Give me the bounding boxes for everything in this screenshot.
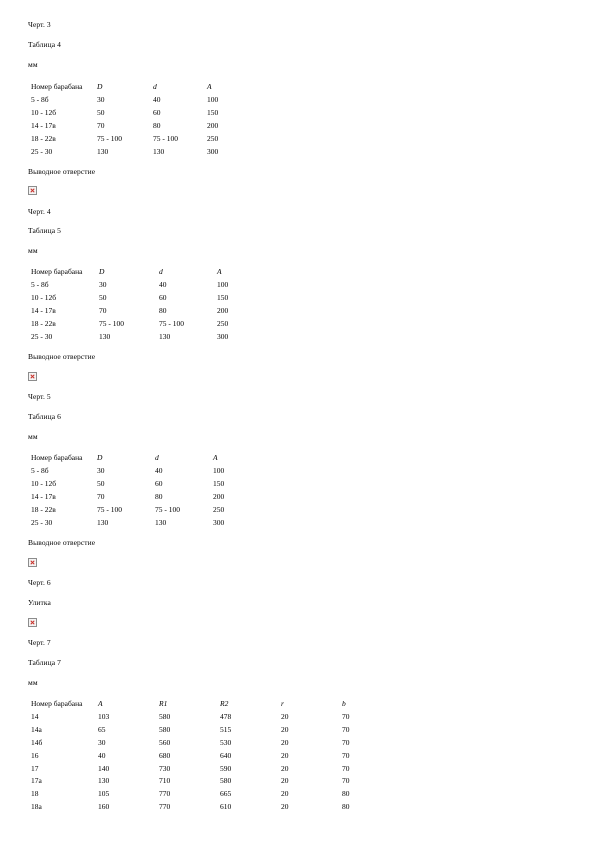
table-cell: 25 - 30 [31,331,53,341]
table-cell: 130 [98,776,110,786]
table-cell: 680 [159,750,171,760]
table-cell: 50 [97,479,105,489]
header-cell: A [213,453,218,463]
table-cell: 610 [220,801,232,811]
table-cell: 40 [155,466,163,476]
table-row [31,774,372,787]
table-cell: 20 [281,776,289,786]
table-cell: 200 [217,305,229,315]
table-cell: 150 [207,108,219,118]
table-cell: 665 [220,789,232,799]
table-cell: 70 [342,776,350,786]
table-cell: 105 [98,789,110,799]
header-cell: d [153,82,157,92]
units-label: мм [28,60,38,69]
table-cell: 5 - 8б [31,466,49,476]
table-cell: 70 [342,763,350,773]
table-cell: 14а [31,725,42,735]
table-cell: 730 [159,763,171,773]
table-cell: 40 [159,280,167,290]
header-cell: d [155,453,159,463]
table-cell: 20 [281,801,289,811]
table-cell: 70 [97,491,105,501]
table-cell: 75 - 100 [99,318,124,328]
table-row [31,490,253,503]
table-cell: 770 [159,801,171,811]
header-cell: R2 [220,699,229,709]
table-cell: 75 - 100 [155,504,180,514]
units-label: мм [28,678,38,687]
table-cell: 580 [159,725,171,735]
broken-image-icon [28,558,37,567]
table-cell: 590 [220,763,232,773]
broken-image-icon [28,618,37,627]
table-cell: 140 [98,763,110,773]
table-cell: 30 [99,280,107,290]
table-cell: 70 [342,712,350,722]
table-cell: 160 [98,801,110,811]
header-cell: d [159,267,163,277]
table-cell: 14 - 17в [31,305,56,315]
table-cell: 20 [281,789,289,799]
table-cell: 70 [342,737,350,747]
table-cell: 65 [98,725,106,735]
table-cell: 40 [153,95,161,105]
drawing-caption-4: Черт. 4 [28,207,51,216]
table-cell: 14 - 17в [31,491,56,501]
header-cell: D [97,82,103,92]
table-cell: 70 [342,725,350,735]
table-cell: 10 - 12б [31,293,57,303]
table-cell: 478 [220,712,232,722]
header-cell: R1 [159,699,168,709]
table-row [31,723,372,736]
table-cell: 14б [31,737,43,747]
table-row [31,94,247,107]
units-label: мм [28,432,38,441]
table-cell: 70 [342,750,350,760]
table-row [31,317,257,330]
table-row [31,291,257,304]
table-cell: 18а [31,801,42,811]
table-7 [31,697,372,813]
table-cell: 200 [213,491,225,501]
drawing-caption-5: Черт. 5 [28,392,51,401]
table-cell: 150 [213,479,225,489]
table-cell: 130 [153,146,165,156]
table-cell: 100 [213,466,225,476]
table-cell: 80 [342,801,350,811]
table-cell: 80 [159,305,167,315]
table-row [31,477,253,490]
table-row [31,132,247,145]
header-cell: Номер барабана [31,82,83,92]
table-cell: 580 [220,776,232,786]
table-cell: 25 - 30 [31,146,53,156]
table-cell: 60 [153,108,161,118]
table-cell: 60 [159,293,167,303]
header-cell: r [281,699,284,709]
table-cell: 103 [98,712,110,722]
table-row [31,516,253,529]
table-cell: 75 - 100 [159,318,184,328]
table-cell: 18 - 22в [31,318,56,328]
volute-caption: Улитка [28,598,51,607]
drawing-caption-6: Черт. 6 [28,578,51,587]
table-cell: 5 - 8б [31,280,49,290]
table-cell: 75 - 100 [97,133,122,143]
table-cell: 50 [99,293,107,303]
table-cell: 710 [159,776,171,786]
table-cell: 30 [97,95,105,105]
table-cell: 300 [207,146,219,156]
table-cell: 150 [217,293,229,303]
table-cell: 200 [207,120,219,130]
header-cell: b [342,699,346,709]
header-cell: Номер барабана [31,699,83,709]
table-row [31,787,372,800]
table-row [31,119,247,132]
table-row [31,304,257,317]
table-cell: 300 [217,331,229,341]
table-cell: 20 [281,750,289,760]
header-cell: D [97,453,103,463]
drawing-caption-7: Черт. 7 [28,638,51,647]
table-caption-6: Таблица 6 [28,412,61,421]
table-cell: 130 [99,331,111,341]
table-row [31,145,247,158]
table-cell: 10 - 12б [31,108,57,118]
table-cell: 20 [281,712,289,722]
table-row [31,762,372,775]
table-caption-4: Таблица 4 [28,40,61,49]
drawing-caption-3: Черт. 3 [28,20,51,29]
table-cell: 30 [98,737,106,747]
table-cell: 20 [281,737,289,747]
table-cell: 515 [220,725,232,735]
table-cell: 770 [159,789,171,799]
table-cell: 18 - 22в [31,133,56,143]
outlet-caption: Выводное отверстие [28,538,96,547]
table-cell: 18 [31,789,39,799]
table-row [31,330,257,343]
table-5 [31,265,257,342]
units-label: мм [28,246,38,255]
table-cell: 250 [217,318,229,328]
table-cell: 580 [159,712,171,722]
table-cell: 5 - 8б [31,95,49,105]
table-cell: 130 [155,517,167,527]
table-row [31,465,253,478]
table-cell: 70 [97,120,105,130]
table-cell: 14 - 17в [31,120,56,130]
header-cell: D [99,267,105,277]
table-header-row [31,265,257,279]
table-cell: 100 [207,95,219,105]
table-cell: 25 - 30 [31,517,53,527]
table-cell: 130 [97,517,109,527]
table-row [31,279,257,292]
table-row [31,503,253,516]
table-cell: 60 [155,479,163,489]
table-cell: 20 [281,763,289,773]
table-cell: 100 [217,280,229,290]
table-cell: 70 [99,305,107,315]
table-6 [31,451,253,528]
table-row [31,749,372,762]
header-cell: A [207,82,212,92]
table-cell: 17а [31,776,42,786]
table-caption-5: Таблица 5 [28,226,61,235]
table-cell: 17 [31,763,39,773]
table-header-row [31,451,253,465]
table-cell: 14 [31,712,39,722]
outlet-caption: Выводное отверстие [28,352,96,361]
broken-image-icon [28,186,37,195]
table-cell: 250 [207,133,219,143]
table-cell: 530 [220,737,232,747]
table-cell: 80 [153,120,161,130]
table-cell: 20 [281,725,289,735]
table-cell: 75 - 100 [97,504,122,514]
table-cell: 80 [155,491,163,501]
header-cell: A [98,699,103,709]
table-header-row [31,697,372,711]
table-caption-7: Таблица 7 [28,658,61,667]
table-cell: 640 [220,750,232,760]
table-row [31,711,372,724]
table-cell: 130 [159,331,171,341]
table-row [31,736,372,749]
table-cell: 50 [97,108,105,118]
table-cell: 30 [97,466,105,476]
outlet-caption: Выводное отверстие [28,167,96,176]
table-row [31,106,247,119]
table-4 [31,80,247,157]
table-cell: 16 [31,750,39,760]
table-cell: 560 [159,737,171,747]
table-cell: 18 - 22в [31,504,56,514]
table-cell: 10 - 12б [31,479,57,489]
table-cell: 250 [213,504,225,514]
header-cell: A [217,267,222,277]
table-cell: 80 [342,789,350,799]
header-cell: Номер барабана [31,453,83,463]
table-cell: 300 [213,517,225,527]
broken-image-icon [28,372,37,381]
header-cell: Номер барабана [31,267,83,277]
table-cell: 75 - 100 [153,133,178,143]
table-cell: 40 [98,750,106,760]
table-row [31,800,372,813]
table-cell: 130 [97,146,109,156]
table-header-row [31,80,247,94]
